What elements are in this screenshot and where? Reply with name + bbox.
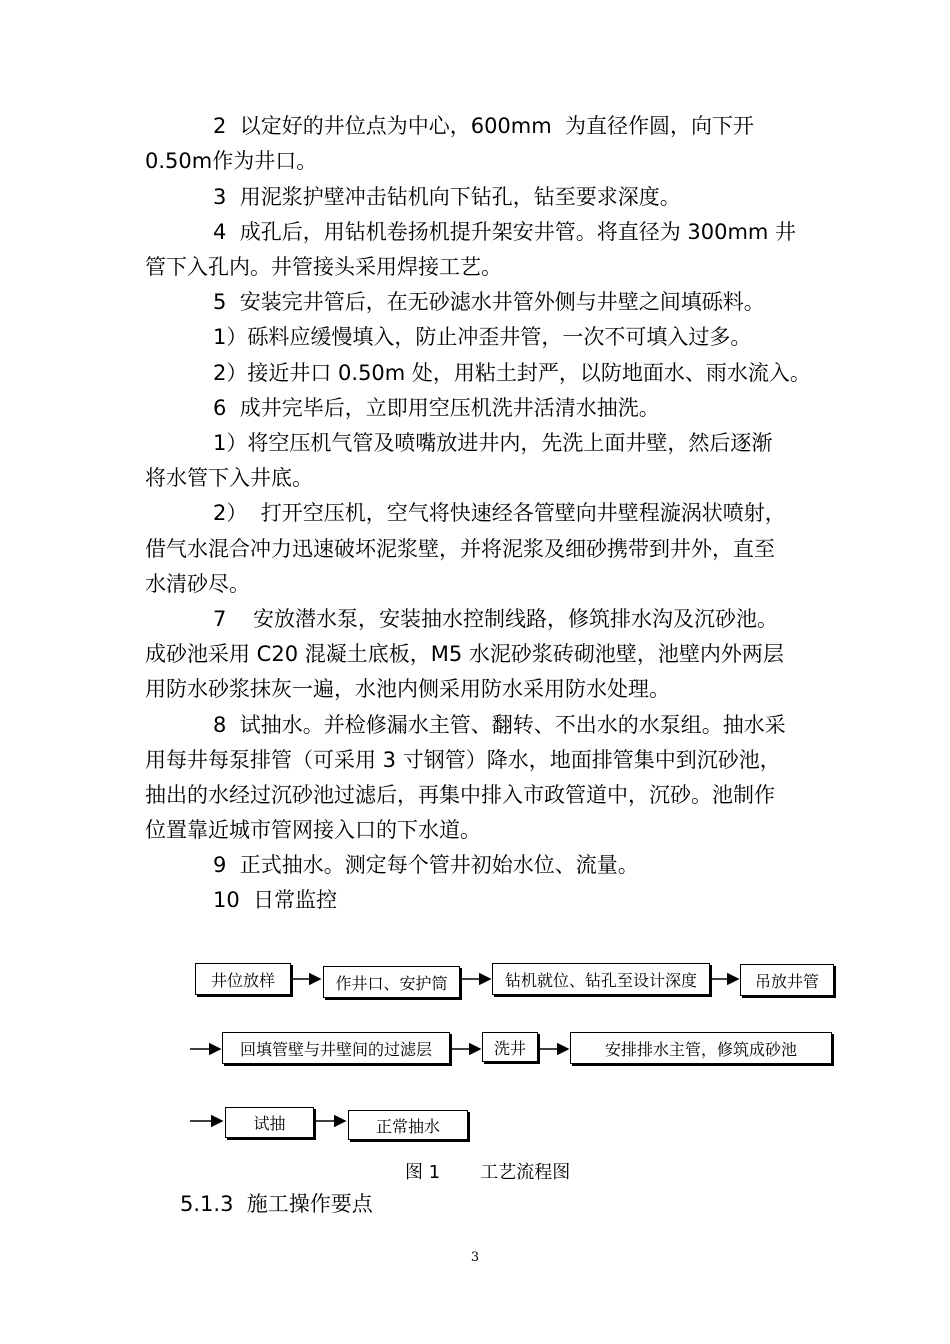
text-line: 7 安放潜水泵，安装抽水控制线路，修筑排水沟及沉砂池。 (213, 607, 779, 631)
text-line: 借气水混合冲力迅速破坏泥浆壁，并将泥浆及细砂携带到井外，直至 (145, 537, 775, 561)
text-line: 管下入孔内。井管接头采用焊接工艺。 (145, 255, 502, 279)
text-line: 2 以定好的井位点为中心，600mm 为直径作圆，向下开 (213, 114, 755, 138)
paragraph-9: 9 正式抽水。测定每个管井初始水位、流量。 (213, 853, 639, 877)
flow-step-normal-pump: 正常抽水 (348, 1110, 468, 1140)
paragraph-6: 6 成井完毕后，立即用空压机洗井活清水抽洗。 (213, 396, 660, 420)
text-line: 成砂池采用 C20 混凝土底板，M5 水泥砂浆砖砌池壁，池壁内外两层 (145, 642, 784, 666)
flow-step-trial-pump: 试抽 (225, 1107, 314, 1138)
flow-step-lower-pipe: 吊放井管 (740, 964, 834, 996)
text-line: 2） 打开空压机，空气将快速经各管壁向井壁程漩涡状喷射， (213, 501, 786, 525)
paragraph-3: 3 用泥浆护壁冲击钻机向下钻孔，钻至要求深度。 (213, 185, 681, 209)
flow-step-well-layout: 井位放样 (195, 963, 291, 995)
text-line: 8 试抽水。并检修漏水主管、翻转、不出水的水泵组。抽水采 (213, 713, 786, 737)
text-line: 用防水砂浆抹灰一遍，水池内侧采用防水采用防水处理。 (145, 677, 670, 701)
text-line: 水清砂尽。 (145, 572, 250, 596)
flow-step-drilling: 钻机就位、钻孔至设计深度 (492, 963, 710, 995)
paragraph-5-item-2: 2）接近井口 0.50m 处，用粘土封严，以防地面水、雨水流入。 (213, 361, 811, 385)
text-line: 将水管下入井底。 (145, 466, 313, 490)
text-line: 位置靠近城市管网接入口的下水道。 (145, 818, 481, 842)
text-line: 0.50m作为井口。 (145, 149, 318, 173)
section-heading: 5.1.3 施工操作要点 (180, 1192, 373, 1216)
figure-caption: 图 1 工艺流程图 (405, 1162, 571, 1183)
text-line: 4 成孔后，用钻机卷扬机提升架安井管。将直径为 300mm 井 (213, 220, 797, 244)
flow-step-wash-well: 洗井 (482, 1032, 538, 1062)
flow-step-backfill: 回填管壁与井壁间的过滤层 (222, 1032, 450, 1064)
flow-step-wellhead: 作井口、安护筒 (323, 966, 460, 998)
text-line: 抽出的水经过沉砂池过滤后，再集中排入市政管道中，沉砂。池制作 (145, 783, 775, 807)
paragraph-5-item-1: 1）砾料应缓慢填入，防止冲歪井管，一次不可填入过多。 (213, 325, 752, 349)
paragraph-10: 10 日常监控 (213, 888, 338, 912)
text-line: 1）将空压机气管及喷嘴放进井内，先洗上面井壁，然后逐渐 (213, 431, 773, 455)
text-line: 用每井每泵排管（可采用 3 寸钢管）降水，地面排管集中到沉砂池， (145, 748, 781, 772)
page-number: 3 (470, 1250, 480, 1265)
paragraph-5: 5 安装完井管后，在无砂滤水井管外侧与井壁之间填砾料。 (213, 290, 765, 314)
flow-step-drainage: 安排排水主管，修筑成砂池 (570, 1032, 832, 1064)
